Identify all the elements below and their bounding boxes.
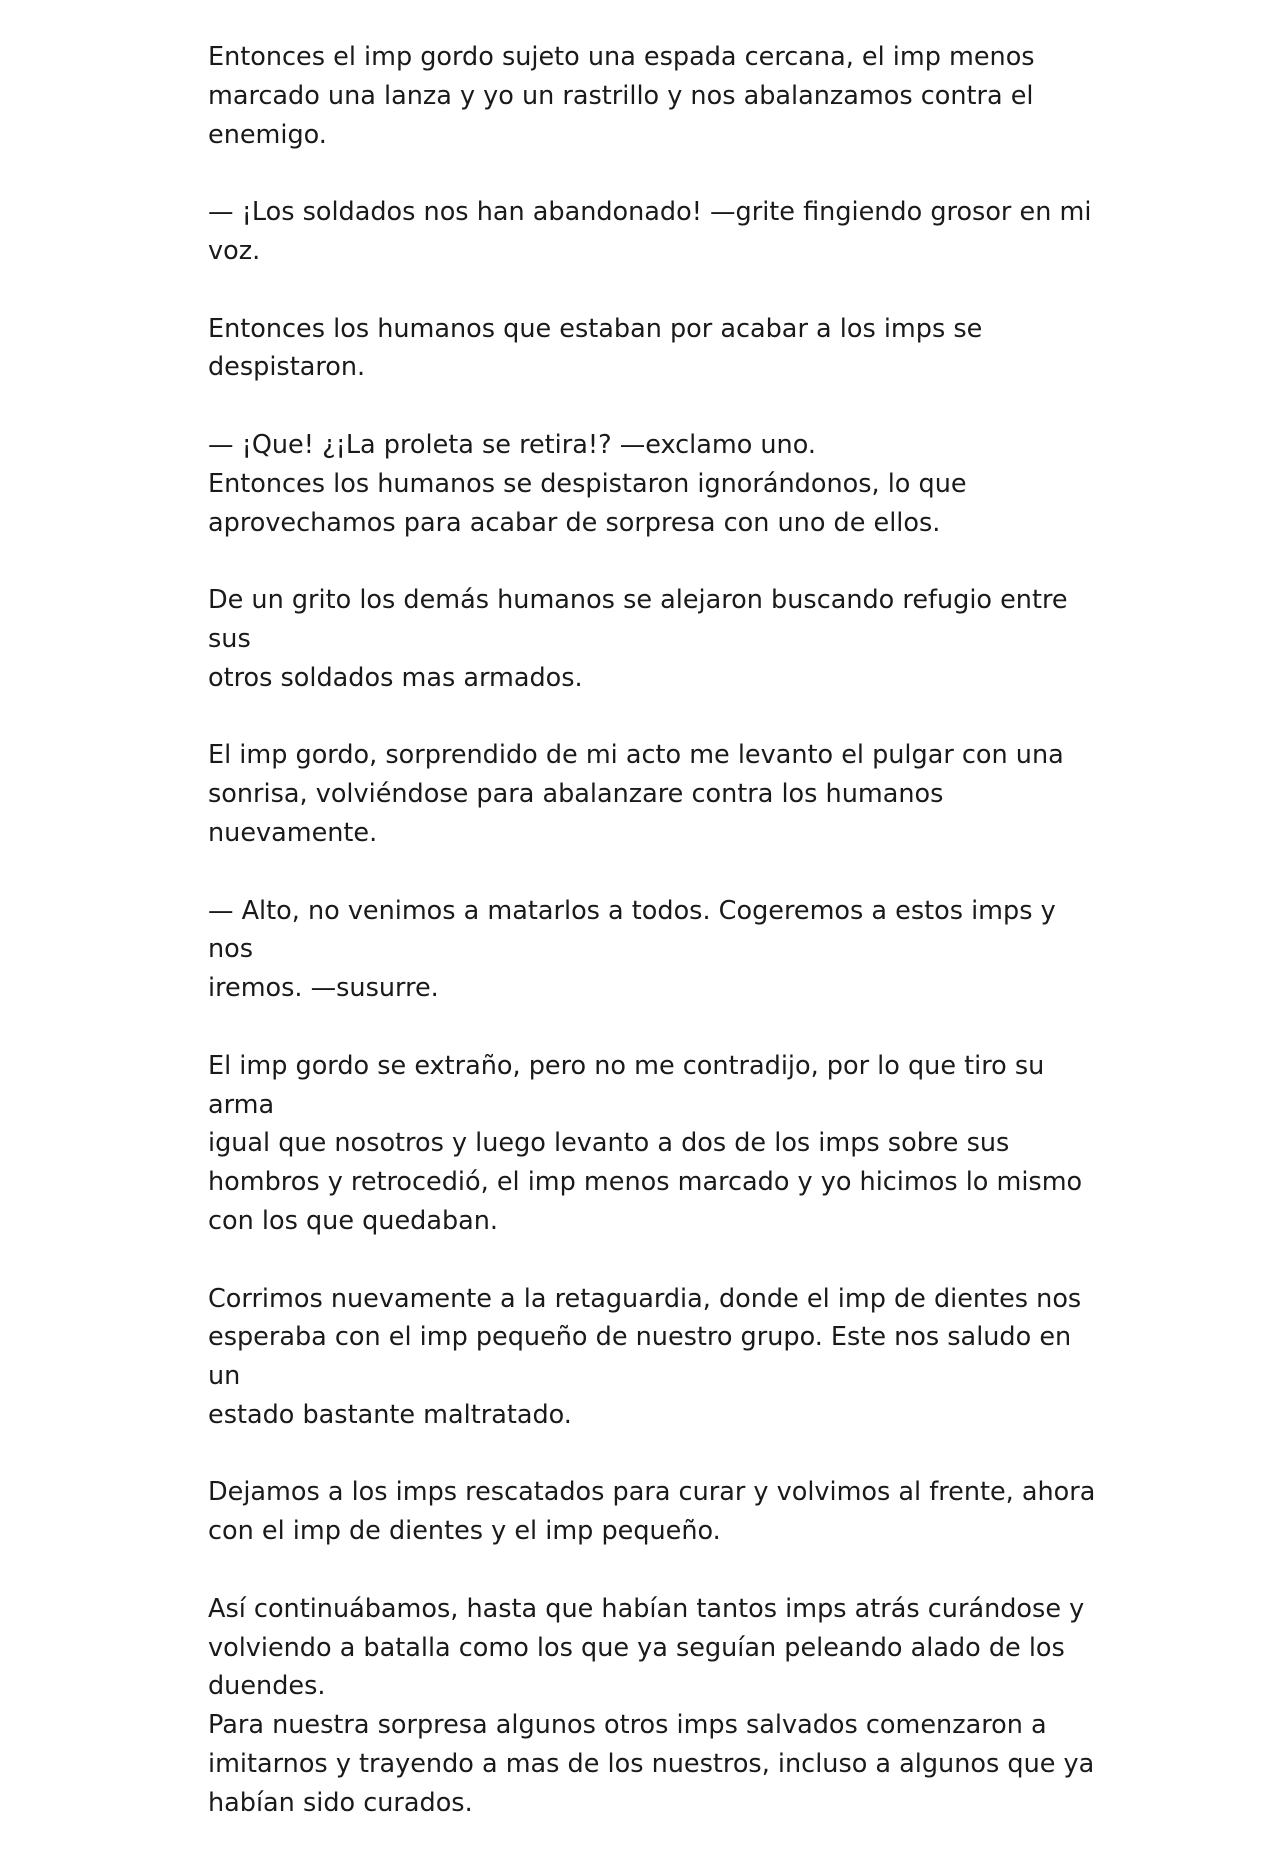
paragraph: De un grito los demás humanos se alejaron buscando refugio entre sus otros soldados mas armados. (208, 585, 1068, 693)
document-page (208, 38, 1108, 1861)
paragraph: — ¡Los soldados nos han abandonado! —grite fingiendo grosor en mi voz. (208, 197, 1092, 266)
paragraph: — Alto, no venimos a matarlos a todos. Cogeremos a estos imps y nos iremos. —susurre. (208, 895, 1056, 1004)
paragraph: — ¡Que! ¿¡La proleta se retira!? —exclamo uno. (208, 429, 816, 460)
paragraph: Corrimos nuevamente a la retaguardia, donde el imp de dientes nos esperaba con el imp pequeño de nuestro grupo. Este nos saludo en un estado bastante maltratado. (208, 1283, 1082, 1430)
paragraph: Entonces los humanos se despistaron ignorándonos, lo que aprovechamos para acabar de sorpresa con uno de ellos. (208, 468, 967, 538)
paragraph: Para nuestra sorpresa algunos otros imps salvados comenzaron a imitarnos y trayendo a mas de los nuestros, incluso a algunos que ya habían sido curados. (208, 1710, 1095, 1818)
paragraph: Entonces los humanos que estaban por acabar a los imps se despistaron. (208, 313, 983, 383)
paragraph: Así continuábamos, hasta que habían tantos imps atrás curándose y volviendo a batalla como los que ya seguían peleando alado de los duendes. (208, 1593, 1085, 1702)
paragraph: Entonces el imp gordo sujeto una espada cercana, el imp menos marcado una lanza y yo un rastrillo y nos abalanzamos contra el enemigo. (208, 42, 1035, 150)
paragraph: Dejamos a los imps rescatados para curar y volvimos al frente, ahora con el imp de dientes y el imp pequeño. (208, 1477, 1096, 1547)
paragraph: El imp gordo se extraño, pero no me contradijo, por lo que tiro su arma igual que nosotros y luego levanto a dos de los imps sobre sus hombros y retrocedió, el imp menos marcado y yo hicimos lo mismo con los que quedaban. (208, 1050, 1083, 1236)
paragraph: El imp gordo, sorprendido de mi acto me levanto el pulgar con una sonrisa, volviéndose para abalanzare contra los humanos nuevamente. (208, 740, 1064, 848)
